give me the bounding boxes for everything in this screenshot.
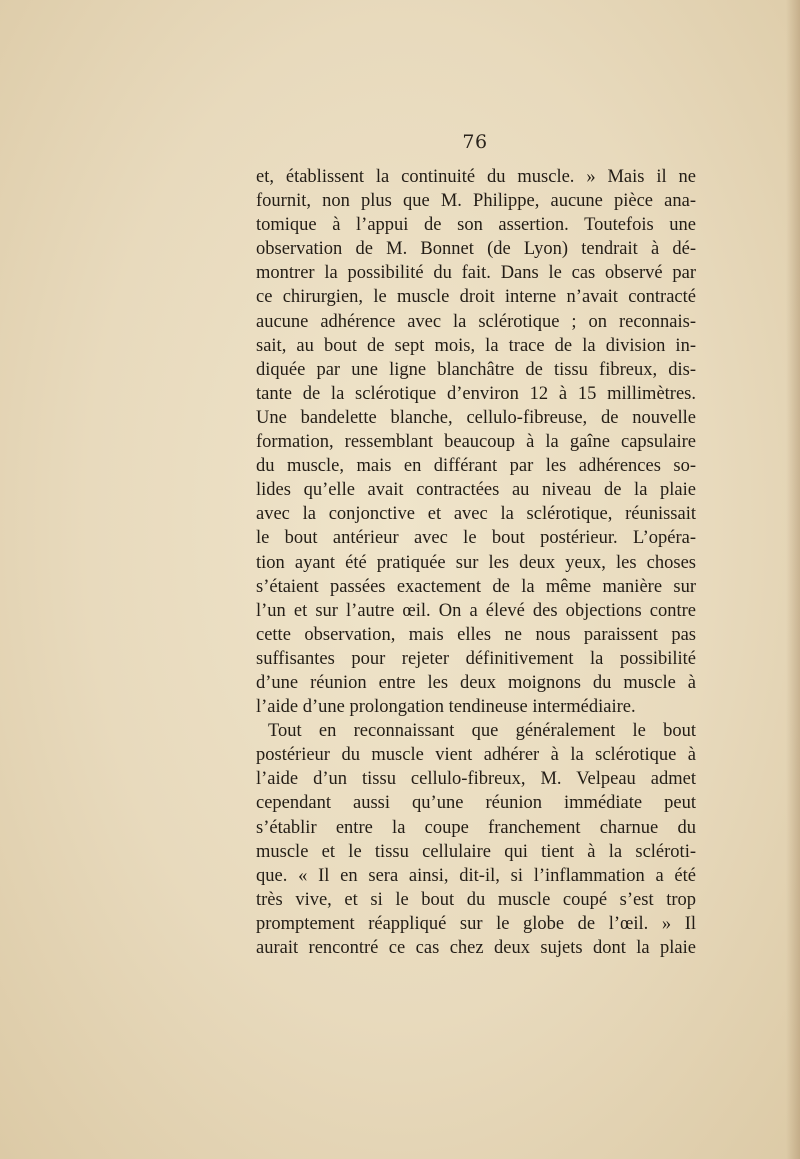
text-line: s’étaient passées exactement de la même manière sur — [256, 576, 696, 597]
text-line: d’une réunion entre les deux moignons du muscle à — [256, 672, 696, 693]
text-line: cette observation, mais elles ne nous paraissent pas — [256, 624, 696, 645]
page-edge-shadow — [786, 0, 800, 1159]
page-number: 76 — [462, 131, 488, 153]
text-line: s’établir entre la coupe franchement charnue du — [256, 817, 696, 838]
text-line: diquée par une ligne blanchâtre de tissu fibreux, dis- — [256, 359, 696, 380]
text-line: Tout en reconnaissant que généralement le bout — [268, 721, 696, 742]
text-line: sait, au bout de sept mois, la trace de la division in- — [256, 335, 696, 356]
text-line: cependant aussi qu’une réunion immédiate peut — [256, 793, 696, 814]
text-line: très vive, et si le bout du muscle coupé s’est trop — [256, 889, 696, 910]
text-line: tion ayant été pratiquée sur les deux yeux, les choses — [256, 552, 696, 573]
text-line: Une bandelette blanche, cellulo-fibreuse, de nouvelle — [256, 407, 696, 428]
body-text — [256, 165, 696, 960]
text-line: ce chirurgien, le muscle droit interne n’avait contracté — [256, 287, 696, 308]
text-line: le bout antérieur avec le bout postérieur. L’opéra- — [256, 528, 696, 549]
text-line: lides qu’elle avait contractées au niveau de la plaie — [256, 480, 696, 501]
text-line: l’un et sur l’autre œil. On a élevé des objections contre — [256, 600, 696, 621]
text-line: fournit, non plus que M. Philippe, aucune pièce ana- — [256, 191, 696, 212]
text-line: tomique à l’appui de son assertion. Toutefois une — [256, 215, 696, 236]
text-line: observation de M. Bonnet (de Lyon) tendrait à dé- — [256, 239, 696, 260]
text-line: suffisantes pour rejeter définitivement la possibilité — [256, 648, 696, 669]
text-line: promptement réappliqué sur le globe de l’œil. » Il — [256, 913, 696, 934]
text-line: l’aide d’un tissu cellulo-fibreux, M. Velpeau admet — [256, 769, 696, 790]
text-line: du muscle, mais en différant par les adhérences so- — [256, 456, 696, 477]
text-line: et, établissent la continuité du muscle. » Mais il ne — [256, 167, 696, 187]
text-line: muscle et le tissu cellulaire qui tient à la scléroti- — [256, 841, 696, 862]
text-line: montrer la possibilité du fait. Dans le cas observé par — [256, 263, 696, 284]
text-line: avec la conjonctive et avec la sclérotique, réunissait — [256, 504, 696, 525]
text-line: aurait rencontré ce cas chez deux sujets dont la plaie — [256, 938, 696, 958]
text-line: que. « Il en sera ainsi, dit-il, si l’inflammation a été — [256, 865, 696, 886]
text-line: aucune adhérence avec la sclérotique ; on reconnais- — [256, 311, 696, 332]
text-line: postérieur du muscle vient adhérer à la sclérotique à — [256, 745, 696, 766]
text-line: formation, ressemblant beaucoup à la gaîne capsulaire — [256, 432, 696, 453]
text-line: l’aide d’une prolongation tendineuse intermédiaire. — [256, 697, 636, 718]
text-line: tante de la sclérotique d’environ 12 à 15 millimètres. — [256, 383, 696, 404]
